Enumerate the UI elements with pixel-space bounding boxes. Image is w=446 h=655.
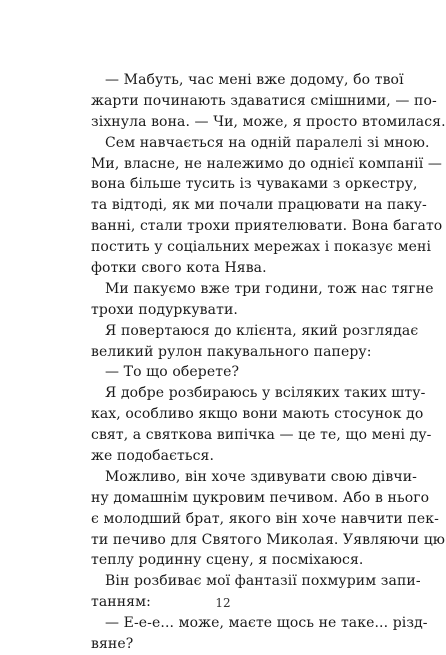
text-line: же подобається.	[91, 448, 215, 465]
text-line: — Е-е-е... може, маєте щось не таке... різд-	[105, 615, 428, 632]
text-line: — То що оберете?	[105, 364, 240, 381]
text-line: та відтоді, як ми почали працювати на паку-	[91, 197, 427, 214]
text-line: ну домашнім цукровим печивом. Або в нього	[91, 489, 430, 506]
body-text	[91, 70, 446, 655]
text-line: Я добре розбираюсь у всіляких таких шту-	[105, 385, 426, 402]
text-line: постить у соціальних мережах і показує мені	[91, 239, 432, 256]
text-line: вона більше тусить із чуваками з оркестру,	[91, 176, 418, 193]
text-line: є молодший брат, якого він хоче навчити пек-	[91, 510, 439, 527]
text-line: Ми пакуємо вже три години, тож нас тягне	[105, 280, 434, 297]
text-line: трохи подуркувати.	[91, 301, 238, 318]
text-line: ванні, стали трохи приятелювати. Вона багато	[91, 218, 443, 235]
text-line: ти печиво для Святого Миколая. Уявляючи цю	[91, 531, 446, 548]
text-line: Сем навчається на одній паралелі зі мною.	[105, 134, 430, 151]
text-line: великий рулон пакувального паперу:	[91, 343, 372, 360]
text-line: теплу родинну сцену, я посміхаюся.	[91, 552, 364, 569]
text-line: — Мабуть, час мені вже додому, бо твої	[105, 72, 404, 88]
page-number: 12	[215, 596, 231, 610]
text-line: Він розбиває мої фантазії похмурим запи-	[105, 573, 421, 590]
text-line: зіхнула вона. — Чи, може, я просто втомилася.	[91, 113, 446, 130]
text-line: жарти починають здаватися смішними, — по-	[91, 92, 437, 109]
text-line: Я повертаюся до клієнта, який розглядає	[105, 322, 419, 339]
text-line: Ми, власне, не належимо до однієї компанії —	[91, 155, 442, 172]
text-line: танням:	[91, 594, 151, 611]
text-line: фотки свого кота Нява.	[91, 260, 267, 277]
text-line: вяне?	[91, 636, 134, 653]
text-line: Можливо, він хоче здивувати свою дівчи-	[105, 468, 417, 485]
text-line: свят, а святкова випічка — це те, що мені ду-	[91, 427, 432, 444]
text-line: ках, особливо якщо вони мають стосунок до	[91, 406, 424, 423]
